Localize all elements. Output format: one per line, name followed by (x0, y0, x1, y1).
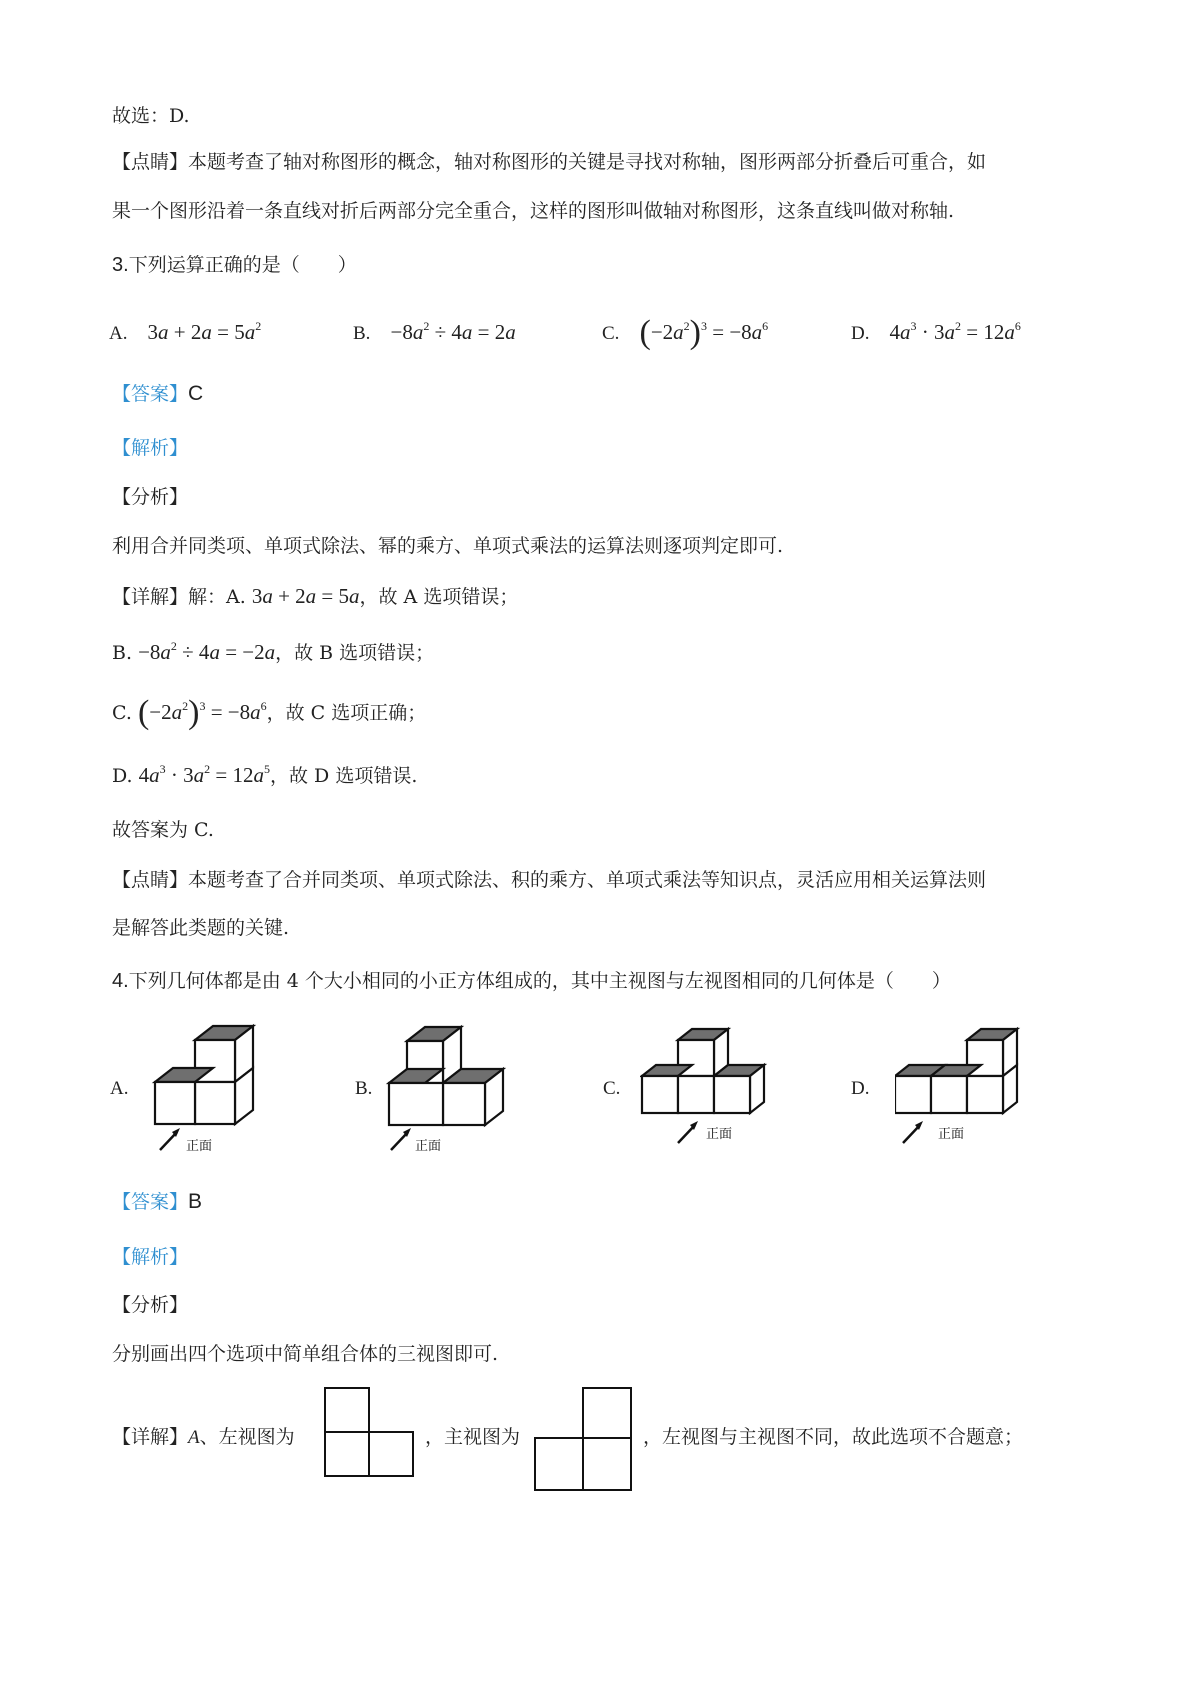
q4-figure-d-letter: D. (851, 1078, 870, 1099)
q3-step-d-expr: $4a^3 \cdot 3a^2 = 12a^5$ (138, 762, 270, 787)
q4-detail-part2: ，主视图为 (425, 1426, 521, 1448)
q3-stem-text: 下列运算正确的是（ ） (128, 254, 357, 276)
q3-option-b-expr: $-8a^2 \div 4a = 2a$ (390, 319, 516, 344)
q3-detail-prefix: 解：A. (188, 586, 246, 608)
q3-comment-tag: 【点睛】 (112, 869, 189, 891)
q3-comment-text-1: 本题考查了合并同类项、单项式除法、积的乘方、单项式乘法等知识点，灵活应用相关运算法则 (188, 869, 987, 891)
q3-option-d-letter: D. (851, 323, 870, 344)
q3-step-b-expr: $-8a^2 \div 4a = -2a$ (138, 639, 276, 664)
q3-step-b (112, 637, 434, 668)
q3-answer (112, 379, 203, 409)
q3-step-a-expr: 3a + 2a = 5a (251, 584, 360, 608)
q4-stem (112, 966, 951, 996)
q3-comment-line-2: 是解答此类题的关键. (112, 917, 290, 939)
q4-detail-line (112, 1422, 295, 1453)
q3-answer-value: C (188, 382, 204, 405)
q3-option-a-expr: $3a + 2a = 5a^2$ (147, 319, 262, 344)
comment-line-2: 果一个图形沿着一条直线对折后两部分完全重合，这样的图形叫做轴对称图形，这条直线叫做对称轴. (112, 200, 955, 222)
q3-step-c-comment: ，故 C 选项正确； (266, 702, 427, 724)
q4-detail-part3: ，左视图与主视图不同，故此选项不合题意； (643, 1426, 1024, 1448)
q4-number: 4. (112, 970, 129, 992)
q4-detail-part1: 、左视图为 (199, 1426, 295, 1448)
q3-option-a-letter: A. (109, 323, 128, 344)
q4-answer-value: B (188, 1190, 203, 1213)
q3-step-a-comment: ，故 A 选项错误； (359, 586, 519, 608)
q3-fenxi-tag: 【分析】 (112, 486, 189, 508)
q3-option-b (353, 317, 516, 349)
q4-figure-d (895, 1020, 1045, 1156)
q3-jiexi-tag: 【解析】 (112, 437, 189, 459)
q4-answer (112, 1187, 202, 1217)
q4-figure-d-front-label: 正面 (938, 1127, 965, 1142)
q4-stem-text: 下列几何体都是由 4 个大小相同的小正方体组成的，其中主视图与左视图相同的几何体是（ ） (128, 970, 951, 992)
q4-figure-a (140, 1020, 280, 1156)
comment-text-1: 本题考查了轴对称图形的概念，轴对称图形的关键是寻找对称轴，图形两部分折叠后可重合，如 (188, 151, 987, 173)
q3-step-d-comment: ，故 D 选项错误. (270, 765, 418, 787)
q3-answer-tag: 【答案】 (112, 383, 189, 405)
q4-answer-tag: 【答案】 (112, 1191, 189, 1213)
q4-jiexi-tag: 【解析】 (112, 1246, 189, 1268)
q4-figure-a-front-label: 正面 (186, 1139, 213, 1154)
q4-figure-b-front-label: 正面 (415, 1139, 442, 1154)
q3-step-d (112, 760, 417, 791)
q4-figure-c-letter: C. (603, 1078, 621, 1099)
q4-front-view-sketch (533, 1386, 633, 1494)
q3-option-a (109, 317, 261, 349)
q3-step-c-expr: $(-2a^2)^3 = -8a^6$ (137, 694, 267, 731)
q4-fenxi-tag: 【分析】 (112, 1294, 189, 1316)
q3-stem (112, 250, 357, 280)
q4-figure-c-front-label: 正面 (706, 1127, 733, 1142)
q4-figure-c (640, 1020, 790, 1156)
q4-left-view-sketch (323, 1386, 415, 1480)
q3-detail-tag: 【详解】 (112, 586, 189, 608)
q4-figure-b-letter: B. (355, 1078, 373, 1099)
q3-conclusion: 故答案为 C. (112, 819, 214, 841)
q3-number: 3. (112, 254, 129, 276)
q3-step-c (112, 694, 427, 731)
q3-option-d (851, 317, 1021, 349)
q3-option-d-expr: $4a^3 \cdot 3a^2 = 12a^6$ (889, 319, 1021, 344)
q3-step-a (112, 581, 518, 612)
q3-option-c (602, 314, 769, 351)
q3-step-d-letter: D. (112, 765, 133, 787)
q3-fenxi-text: 利用合并同类项、单项式除法、幂的乘方、单项式乘法的运算法则逐项判定即可. (112, 535, 784, 557)
q3-option-c-expr: $(-2a^2)^3 = -8a^6$ (639, 314, 769, 351)
q4-figure-b (385, 1020, 525, 1156)
q3-step-b-letter: B. (112, 642, 133, 664)
q3-step-c-letter: C. (112, 702, 132, 724)
comment-tag: 【点睛】 (112, 151, 189, 173)
q4-detail-tag: 【详解】 (112, 1426, 189, 1448)
q3-comment-line-1 (112, 865, 986, 895)
comment-line-1 (112, 147, 986, 177)
select-line: 故选：D. (112, 105, 190, 127)
q4-fenxi-text: 分别画出四个选项中简单组合体的三视图即可. (112, 1343, 499, 1365)
q4-figure-a-letter: A. (110, 1078, 129, 1099)
q4-detail-a-letter: A (188, 1427, 200, 1448)
q3-option-c-letter: C. (602, 323, 620, 344)
q3-option-b-letter: B. (353, 323, 371, 344)
q3-step-b-comment: ，故 B 选项错误； (275, 642, 435, 664)
